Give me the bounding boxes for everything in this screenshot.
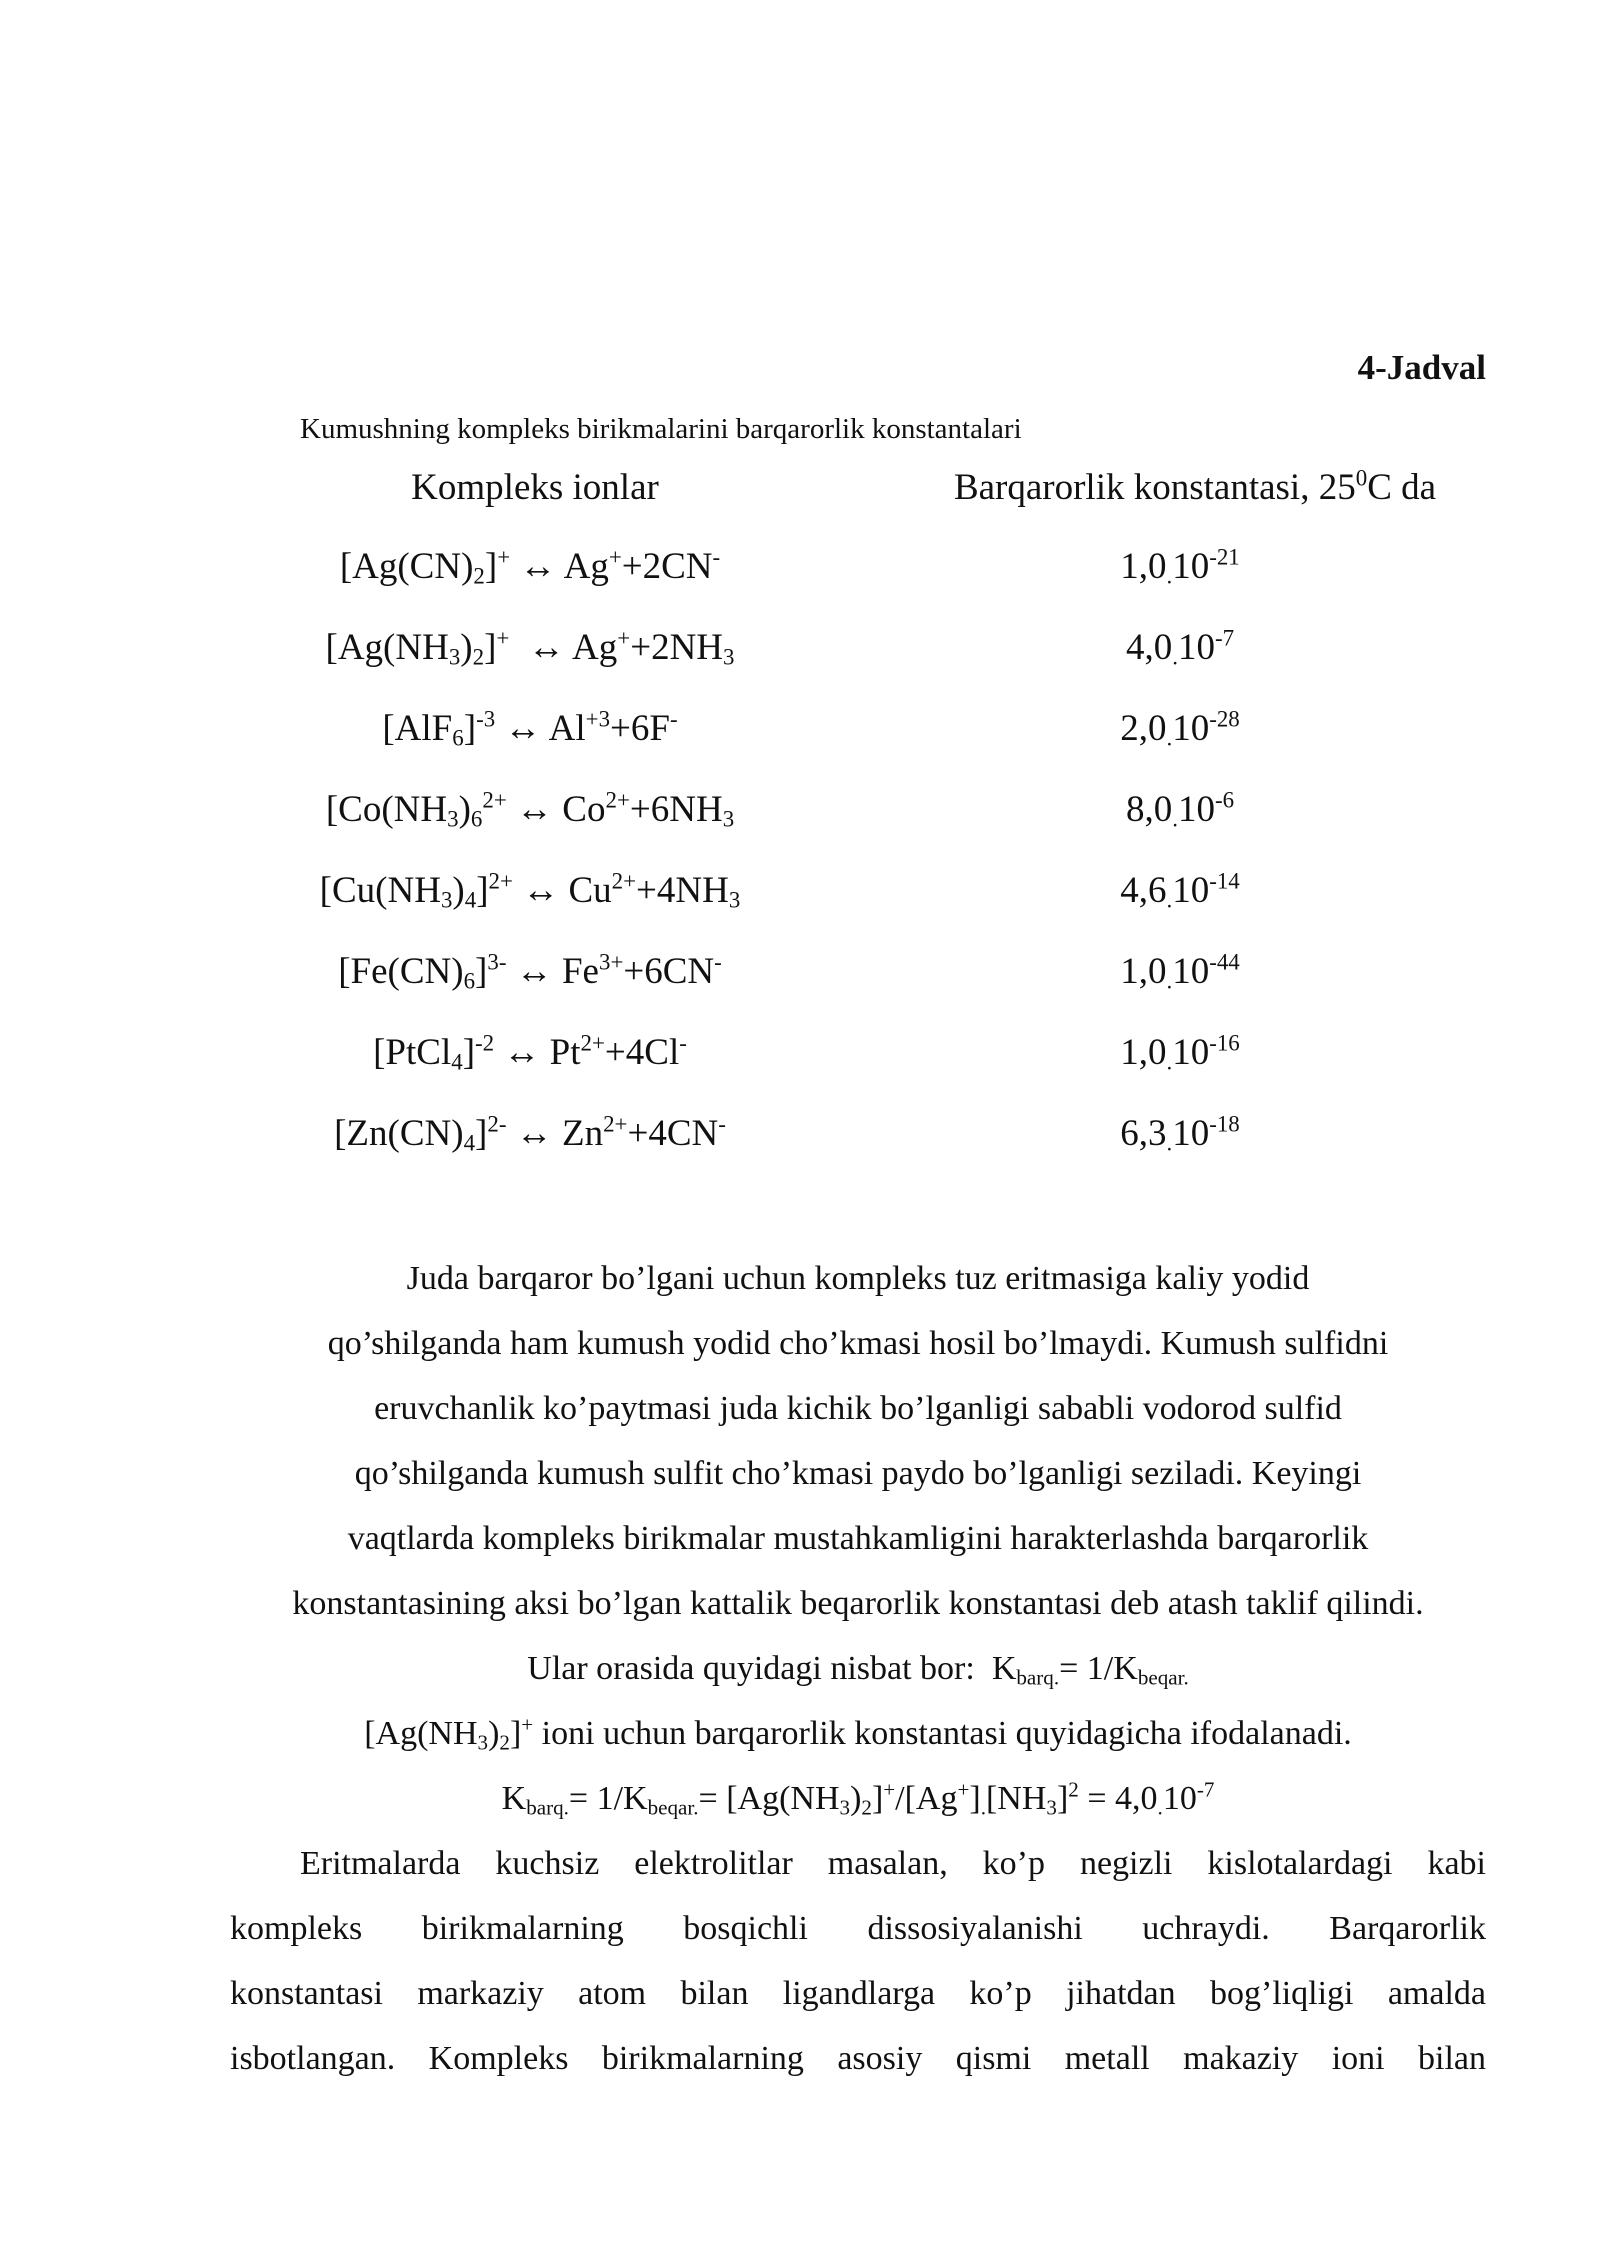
table-row-ion: $[Fe(CN)_6]^{3-}$ ↔ $Fe^{3+}+6CN^-$ xyxy=(338,949,722,994)
ion-line: $[Ag(NH_3)_2]^+$ ioni uchun barqarorlik konstantasi quyidagicha ifodalanadi. xyxy=(364,1712,1352,1755)
paragraph-line: qo’shilganda ham kumush yodid cho’kmasi hosil bo’lmaydi. Kumush sulfidni xyxy=(327,1325,1389,1362)
table-row-constant: $2,0_.10^{-28}$ xyxy=(1120,706,1240,751)
table-row-constant: $4,6_.10^{-14}$ xyxy=(1120,868,1240,913)
paragraph-line: konstantasi markaziy atom bilan ligandlarga ko’p jihatdan bog’liqligi amalda xyxy=(230,1975,1486,2012)
table-label: 4-Jadval xyxy=(1357,348,1486,387)
table-row-ion: $[Zn(CN)_4]^{2-}$ ↔ $Zn^{2+}+4CN^-$ xyxy=(334,1111,726,1156)
column-header-ions: Kompleks ionlar xyxy=(411,467,659,508)
table-row-constant: $1,0_.10^{-16}$ xyxy=(1120,1030,1240,1075)
paragraph-line: eruvchanlik ko’paytmasi juda kichik bo’lganligi sababli vodorod sulfid xyxy=(374,1390,1342,1427)
table-row-constant: $1,0_.10^{-44}$ xyxy=(1120,949,1240,994)
table-row-ion: [PtCl$_4$]$^{-2}$ ↔ $Pt^{2+}+4Cl^-$ xyxy=(373,1030,687,1075)
table-row-constant: $1,0_.10^{-21}$ xyxy=(1120,544,1240,589)
ratio-line: Ular orasida quyidagi nisbat bor: $K_{barq.}= 1/K_{beqar.}$ xyxy=(527,1650,1189,1690)
formula-line: $K_{barq.}= 1/K_{beqar.}= [Ag(NH_3)_2]^+/[Ag^+]_.[NH_3]^2 = 4,0_.10^{-7}$ xyxy=(501,1777,1215,1820)
ratio-text: Ular orasida quyidagi nisbat bor: xyxy=(527,1650,975,1687)
table-caption: Kumushning kompleks birikmalarini barqarorlik konstantalari xyxy=(300,413,1022,445)
table-row-ion: $[AlF_6]^{-3}$ ↔ $Al^{+3}+6F^-$ xyxy=(382,706,678,751)
table-row-ion: $[Ag(CN)_2]^+$ ↔ Ag++2CN- xyxy=(339,544,721,589)
paragraph-line: vaqtlarda kompleks birikmalar mustahkamligini harakterlashda barqarorlik xyxy=(347,1520,1369,1557)
paragraph-line: qo’shilganda kumush sulfit cho’kmasi paydo bo’lganligi seziladi. Keyingi xyxy=(354,1455,1362,1492)
table-row-ion: $[Cu(NH_3)_4]^{2+}$ ↔ $Cu^{2+}+4NH_3$ xyxy=(319,868,741,913)
degree-sup: 0 xyxy=(1355,465,1368,491)
table-row-constant: $4,0_.10^{-7}$ xyxy=(1125,625,1235,670)
paragraph-line: Juda barqaror bo’lgani uchun kompleks tuz eritmasiga kaliy yodid xyxy=(406,1260,1310,1297)
paragraph-line: isbotlangan. Kompleks birikmalarning asosiy qismi metall makaziy ioni bilan xyxy=(230,2040,1486,2077)
table-row-ion: [$Co(NH_3)_6^{2+}$ ↔ $Co^{2+}+6NH_3$ xyxy=(325,787,735,832)
paragraph-line: Eritmalarda kuchsiz elektrolitlar masalan, ko’p negizli kislotalardagi kabi xyxy=(300,1845,1486,1882)
ion-line-text: ioni uchun barqarorlik konstantasi quyidagicha ifodalanadi. xyxy=(541,1715,1352,1752)
paragraph-line: konstantasining aksi bo’lgan kattalik beqarorlik konstantasi deb atash taklif qilindi. xyxy=(292,1585,1424,1622)
table-row-constant: $6,3_.10^{-18}$ xyxy=(1120,1111,1240,1156)
column-header-constant xyxy=(900,466,1490,509)
column-header-constant-prefix: Barqarorlik konstantasi, 25 xyxy=(953,467,1356,508)
table-row-constant: $8,0_.10^{-6}$ xyxy=(1125,787,1235,832)
column-header-constant-suffix: C da xyxy=(1367,467,1437,508)
paragraph-line: kompleks birikmalarning bosqichli dissosiyalanishi uchraydi. Barqarorlik xyxy=(230,1910,1486,1947)
table-row-ion: $[Ag(NH_3)_2]^+$ ↔ $Ag^++2NH_3$ xyxy=(325,625,735,670)
